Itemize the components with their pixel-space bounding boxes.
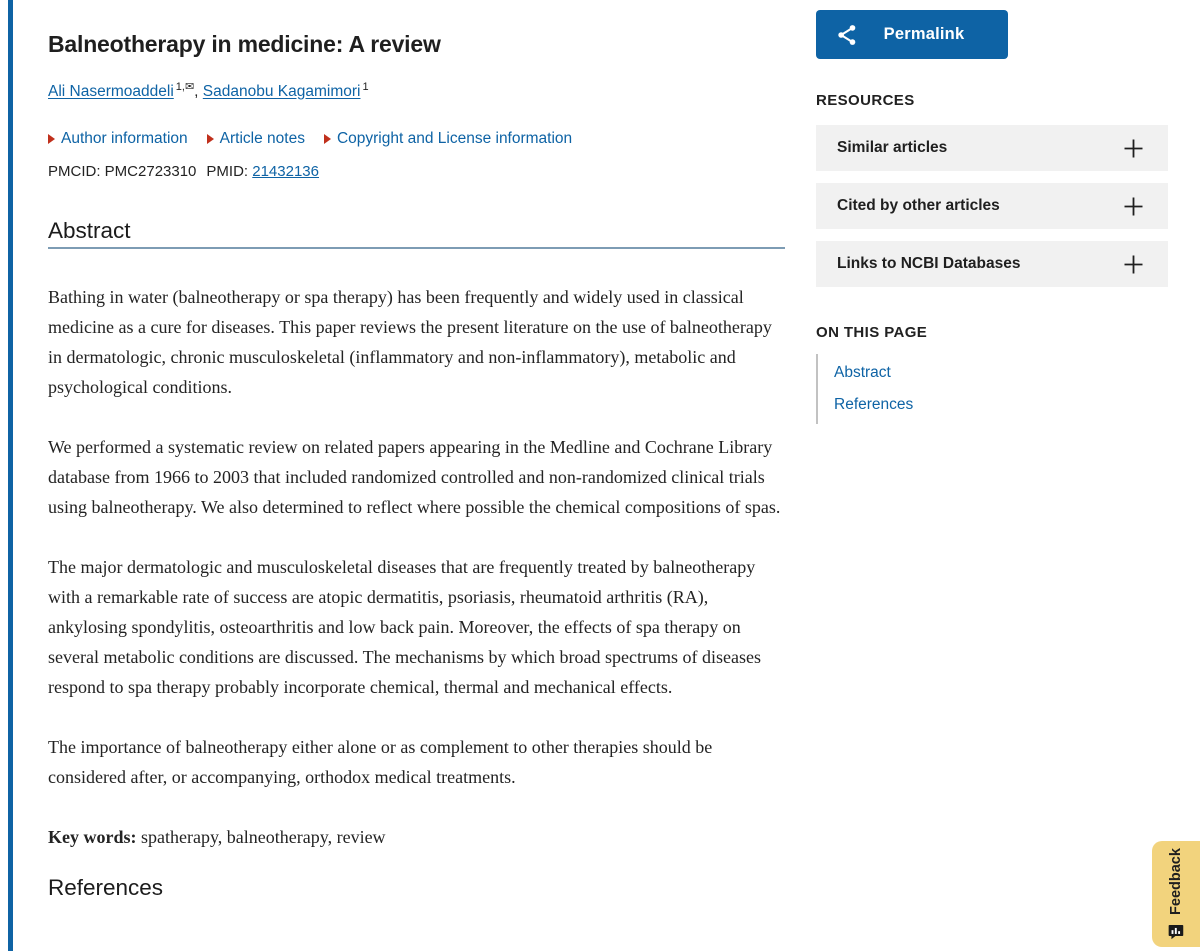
feedback-inner: [1168, 848, 1184, 940]
plus-icon: [1123, 196, 1144, 217]
article-notes-toggle[interactable]: [207, 130, 305, 148]
accordion-label: Cited by other articles: [837, 197, 1000, 214]
abstract-heading: Abstract: [48, 217, 131, 243]
author-list: [48, 80, 785, 101]
on-this-page-heading: ON THIS PAGE: [816, 324, 928, 341]
plus-icon: [1123, 254, 1144, 275]
share-icon: [836, 24, 858, 46]
info-link-label: Article notes: [219, 129, 305, 147]
page-left-accent-bar: [8, 0, 13, 951]
article-main-column: [48, 0, 785, 901]
info-link-label: Copyright and License information: [336, 129, 573, 147]
resources-accordion-list: [816, 125, 1168, 287]
abstract-paragraph: The major dermatologic and musculoskeletal diseases that are frequently treated by balneotherapy with a remarkable rate of success are atopic dermatitis, psoriasis, rheumatoid arthritis (RA), ankylosing spondylitis, osteoarthritis and low back pain. Moreover, the effects of spa therapy on several metabolic conditions are discussed. The mechanisms by which broad spectrums of diseases respond to spa therapy probably incorporate chemical, thermal and mechanical effects.: [48, 557, 761, 698]
accordion-similar-articles[interactable]: [816, 125, 1168, 171]
pmcid-label: PMCID:: [48, 162, 105, 180]
feedback-button[interactable]: [1152, 841, 1200, 947]
on-this-page-nav: [816, 354, 1168, 424]
keywords-text: spatherapy, balneotherapy, review: [136, 827, 386, 848]
pmid-label: PMID:: [206, 162, 253, 180]
expand-triangle-icon: [48, 134, 55, 144]
author-superscript: 1,✉: [175, 81, 195, 94]
permalink-label: Permalink: [883, 25, 965, 43]
author-link[interactable]: Ali Nasermoaddeli: [48, 83, 174, 101]
accordion-label: Links to NCBI Databases: [837, 255, 1021, 272]
author-superscript: 1: [362, 81, 369, 94]
feedback-chart-icon: [1168, 924, 1184, 940]
expand-triangle-icon: [207, 134, 214, 144]
pmcid-value: PMC2723310: [104, 162, 197, 180]
author-link[interactable]: Sadanobu Kagamimori: [202, 83, 361, 101]
permalink-button[interactable]: [816, 10, 1008, 59]
nav-link-references[interactable]: References: [834, 396, 914, 413]
accordion-cited-by[interactable]: [816, 183, 1168, 229]
feedback-label: Feedback: [1168, 848, 1184, 915]
pmid-link[interactable]: 21432136: [252, 162, 319, 180]
keywords-label: Key words:: [48, 827, 137, 848]
sidebar: [816, 0, 1168, 424]
keywords-line: [48, 822, 785, 852]
abstract-paragraph: The importance of balneotherapy either alone or as complement to other therapies should be considered after, or accompanying, orthodox medical treatments.: [48, 737, 713, 788]
author-information-toggle[interactable]: [48, 130, 188, 148]
article-ids-row: [48, 163, 785, 180]
author-separator: ,: [194, 83, 199, 101]
abstract-body: [48, 282, 785, 852]
abstract-divider: [48, 247, 785, 249]
resources-heading: RESOURCES: [816, 92, 915, 109]
references-heading: References: [48, 875, 164, 901]
article-info-links: [48, 130, 785, 148]
copyright-license-toggle[interactable]: [324, 130, 572, 148]
accordion-ncbi-links[interactable]: [816, 241, 1168, 287]
abstract-paragraph: Bathing in water (balneotherapy or spa therapy) has been frequently and widely used in classical medicine as a cure for diseases. This paper reviews the present literature on the use of balneotherapy in dermatologic, chronic musculoskeletal (inflammatory and non-inflammatory), metabolic and psychological conditions.: [48, 287, 772, 398]
info-link-label: Author information: [61, 129, 188, 147]
nav-link-abstract[interactable]: Abstract: [834, 364, 891, 381]
expand-triangle-icon: [324, 134, 331, 144]
abstract-paragraph: We performed a systematic review on related papers appearing in the Medline and Cochrane Library database from 1966 to 2003 that included randomized controlled and non-randomized clinical trials using balneotherapy. We also determined to reflect where possible the chemical compositions of spas.: [48, 437, 781, 518]
plus-icon: [1123, 138, 1144, 159]
article-title: Balneotherapy in medicine: A review: [48, 31, 441, 57]
accordion-label: Similar articles: [837, 139, 948, 156]
